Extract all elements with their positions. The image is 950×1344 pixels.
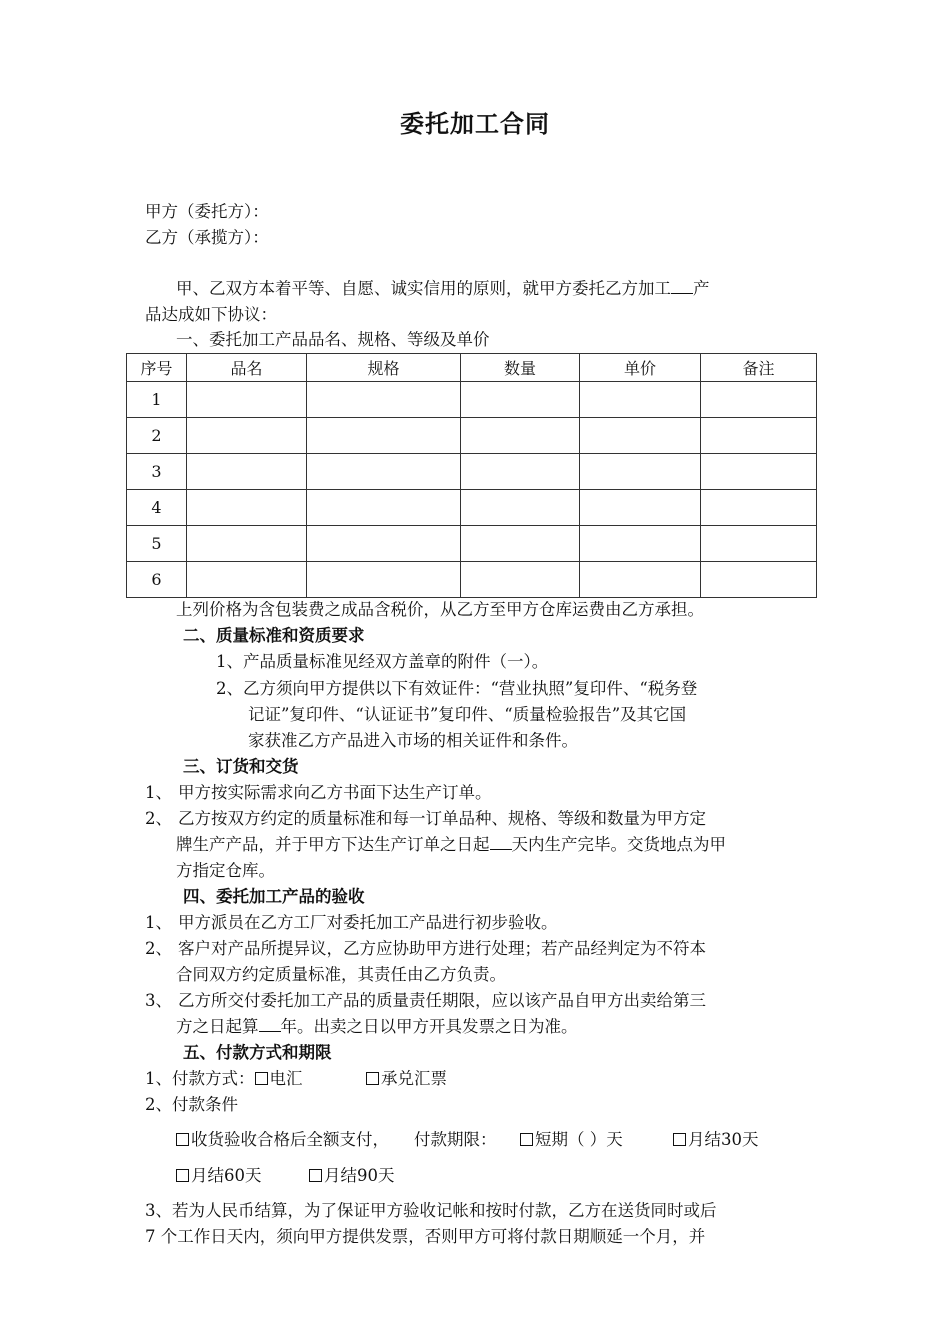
col-header-price: 单价 <box>580 354 701 382</box>
cell-price[interactable] <box>580 454 701 490</box>
monthly-90-option <box>309 1164 395 1188</box>
payment-terms-label: 2、付款条件 <box>145 1095 238 1114</box>
monthly-30-option <box>673 1128 759 1152</box>
cell-quantity[interactable] <box>461 490 580 526</box>
price-note: 上列价格为含包装费之成品含税价，从乙方至甲方仓库运费由乙方承担。 <box>176 600 704 619</box>
acceptance-bill-checkbox[interactable] <box>366 1072 379 1085</box>
row-seq: 3 <box>127 454 187 490</box>
cell-quantity[interactable] <box>461 454 580 490</box>
row-seq: 5 <box>127 526 187 562</box>
cell-spec[interactable] <box>307 382 461 418</box>
cell-remark[interactable] <box>701 490 817 526</box>
cell-price[interactable] <box>580 382 701 418</box>
intro-line-2: 品达成如下协议： <box>145 305 277 324</box>
cell-quantity[interactable] <box>461 382 580 418</box>
cell-spec[interactable] <box>307 526 461 562</box>
col-header-name: 品名 <box>187 354 307 382</box>
sale-date-text: 年。出卖之日以甲方开具发票之日为准。 <box>280 1017 578 1036</box>
table-row <box>127 454 817 490</box>
monthly-60-label: 月结60天 <box>191 1166 262 1185</box>
party-a-label: 甲方（委托方）： <box>145 202 269 221</box>
wire-transfer-checkbox[interactable] <box>255 1072 268 1085</box>
cell-name[interactable] <box>187 418 307 454</box>
page-title: 委托加工合同 <box>400 109 550 138</box>
cell-quantity[interactable] <box>461 418 580 454</box>
section-3-item-1-num: 1、 <box>145 783 172 802</box>
table-row <box>127 562 817 598</box>
cell-price[interactable] <box>580 526 701 562</box>
acceptance-bill-option <box>366 1067 447 1091</box>
section-3-item-1: 甲方按实际需求向乙方书面下达生产订单。 <box>178 783 492 802</box>
table-row <box>127 382 817 418</box>
cell-name[interactable] <box>187 562 307 598</box>
section-2-heading: 二、质量标准和资质要求 <box>183 626 365 645</box>
row-seq: 4 <box>127 490 187 526</box>
days-blank <box>490 835 512 850</box>
monthly-30-label: 月结30天 <box>688 1130 759 1149</box>
cell-remark[interactable] <box>701 382 817 418</box>
row-seq: 6 <box>127 562 187 598</box>
cell-quantity[interactable] <box>461 526 580 562</box>
cell-remark[interactable] <box>701 418 817 454</box>
cell-remark[interactable] <box>701 562 817 598</box>
section-4-item-2-line-2: 合同双方约定质量标准，其责任由乙方负责。 <box>176 965 506 984</box>
cell-price[interactable] <box>580 562 701 598</box>
col-header-quantity: 数量 <box>461 354 580 382</box>
section-3-item-2-line-1: 乙方按双方约定的质量标准和每一订单品种、规格、等级和数量为甲方定 <box>178 809 706 828</box>
cell-quantity[interactable] <box>461 562 580 598</box>
col-header-seq: 序号 <box>127 354 187 382</box>
col-header-remark: 备注 <box>701 354 817 382</box>
cell-name[interactable] <box>187 382 307 418</box>
short-term-checkbox[interactable] <box>520 1133 533 1146</box>
table-header-row <box>127 354 817 382</box>
monthly-60-checkbox[interactable] <box>176 1169 189 1182</box>
row-seq: 1 <box>127 382 187 418</box>
section-5-item-3-line-1: 3、若为人民币结算，为了保证甲方验收记帐和按时付款，乙方在送货同时或后 <box>145 1201 717 1220</box>
section-2-item-2-line-1: 2、乙方须向甲方提供以下有效证件：“营业执照”复印件、“税务登 <box>216 679 698 698</box>
acceptance-bill-label: 承兑汇票 <box>381 1069 447 1088</box>
cell-name[interactable] <box>187 526 307 562</box>
order-text: 牌生产产品，并于甲方下达生产订单之日起 <box>176 835 490 854</box>
section-5-item-3-line-2: 7 个工作日天内，须向甲方提供发票，否则甲方可将付款日期顺延一个月，并 <box>145 1227 706 1246</box>
cell-spec[interactable] <box>307 454 461 490</box>
cell-name[interactable] <box>187 454 307 490</box>
section-2-item-2-line-3: 家获准乙方产品进入市场的相关证件和条件。 <box>248 731 578 750</box>
delivery-text: 天内生产完毕。交货地点为甲 <box>511 835 726 854</box>
product-blank <box>671 279 693 294</box>
section-3-heading: 三、订货和交货 <box>183 757 299 776</box>
payment-method-label: 1、付款方式： <box>145 1069 255 1088</box>
full-payment-label: 收货验收合格后全额支付， <box>191 1130 389 1149</box>
monthly-90-label: 月结90天 <box>324 1166 395 1185</box>
cell-remark[interactable] <box>701 454 817 490</box>
monthly-60-option <box>176 1164 262 1188</box>
intro-text: 甲、乙双方本着平等、自愿、诚实信用的原则，就甲方委托乙方加工 <box>176 279 671 298</box>
section-4-item-2-line-1: 客户对产品所提异议，乙方应协助甲方进行处理；若产品经判定为不符本 <box>178 939 706 958</box>
payment-limit-label: 付款期限： <box>414 1130 497 1149</box>
cell-remark[interactable] <box>701 526 817 562</box>
cell-name[interactable] <box>187 490 307 526</box>
cell-price[interactable] <box>580 418 701 454</box>
short-term-option <box>520 1128 623 1152</box>
cell-spec[interactable] <box>307 562 461 598</box>
product-table <box>126 353 817 598</box>
table-row <box>127 418 817 454</box>
section-4-item-1: 甲方派员在乙方工厂对委托加工产品进行初步验收。 <box>178 913 558 932</box>
table-row <box>127 526 817 562</box>
section-3-item-2-line-3: 方指定仓库。 <box>176 861 275 880</box>
section-4-item-3-num: 3、 <box>145 991 172 1010</box>
section-4-heading: 四、委托加工产品的验收 <box>183 887 365 906</box>
table-row <box>127 490 817 526</box>
section-3-item-2-line-2 <box>176 833 726 857</box>
payment-method-row <box>145 1067 303 1091</box>
section-4-item-3-line-1: 乙方所交付委托加工产品的质量责任期限，应以该产品自甲方出卖给第三 <box>178 991 706 1010</box>
warranty-text: 方之日起算 <box>176 1017 259 1036</box>
section-5-heading: 五、付款方式和期限 <box>183 1043 332 1062</box>
years-blank <box>259 1017 281 1032</box>
section-4-item-3-line-2 <box>176 1015 578 1039</box>
section-1-heading: 一、委托加工产品品名、规格、等级及单价 <box>176 330 490 349</box>
cell-price[interactable] <box>580 490 701 526</box>
full-payment-option <box>176 1128 389 1152</box>
intro-line-1 <box>176 277 710 301</box>
row-seq: 2 <box>127 418 187 454</box>
col-header-spec: 规格 <box>307 354 461 382</box>
wire-transfer-label: 电汇 <box>269 1069 303 1088</box>
cell-spec[interactable] <box>307 418 461 454</box>
section-3-item-2-num: 2、 <box>145 809 172 828</box>
section-4-item-1-num: 1、 <box>145 913 172 932</box>
short-term-label: 短期（ ）天 <box>535 1130 623 1149</box>
section-2-item-2-line-2: 记证”复印件、“认证证书”复印件、“质量检验报告”及其它国 <box>248 705 687 724</box>
section-2-item-1: 1、产品质量标准见经双方盖章的附件（一）。 <box>216 652 549 671</box>
full-payment-checkbox[interactable] <box>176 1133 189 1146</box>
monthly-90-checkbox[interactable] <box>309 1169 322 1182</box>
monthly-30-checkbox[interactable] <box>673 1133 686 1146</box>
section-4-item-2-num: 2、 <box>145 939 172 958</box>
party-b-label: 乙方（承揽方）： <box>145 228 269 247</box>
cell-spec[interactable] <box>307 490 461 526</box>
intro-suffix: 产 <box>693 279 710 298</box>
